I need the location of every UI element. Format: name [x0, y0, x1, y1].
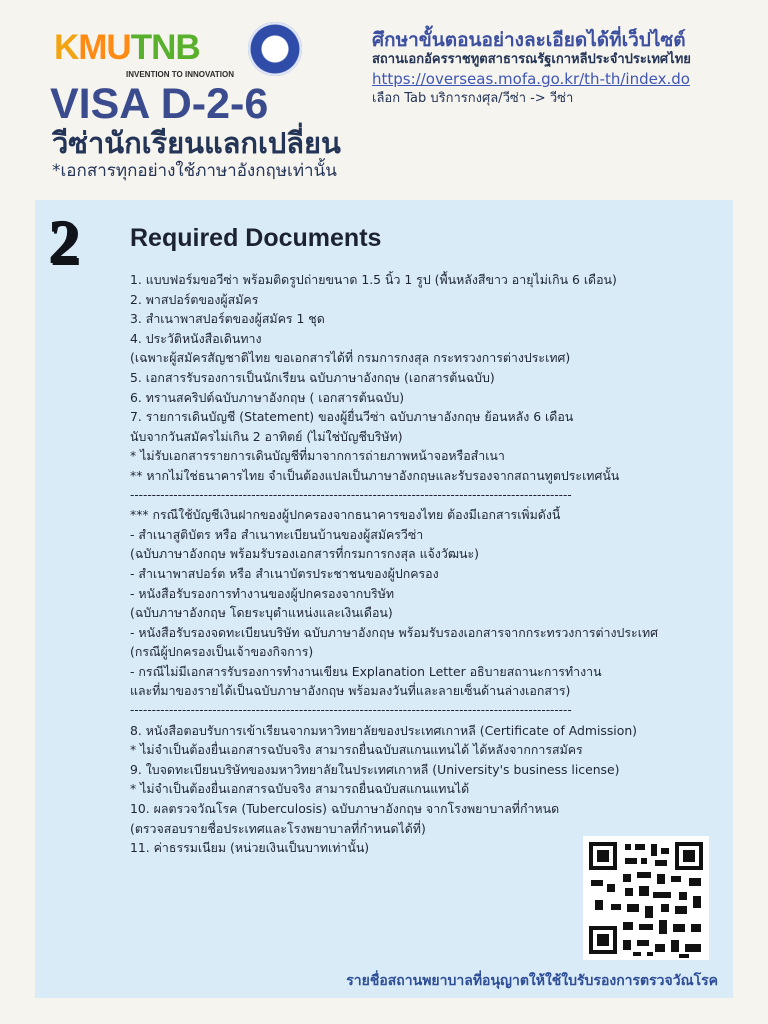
tab-instruction: เลือก Tab บริการกงศุล/วีซ่า -> วีซ่า	[372, 91, 574, 106]
document-line: - สำเนาพาสปอร์ต หรือ สำเนาบัตรประชาชนของผู้ปกครอง	[130, 565, 439, 581]
qr-code-icon[interactable]	[583, 836, 709, 960]
document-line: 1. แบบฟอร์มขอวีซ่า พร้อมติดรูปถ่ายขนาด 1.5 นิ้ว 1 รูป (พื้นหลังสีขาว อายุไม่เกิน 6 เดือน)	[130, 272, 617, 287]
embassy-name: สถานเอกอัครราชทูตสาธารณรัฐเกาหลีประจำประเทศไทย	[372, 52, 691, 67]
document-line: 2. พาสปอร์ตของผู้สมัคร	[130, 291, 259, 307]
logo-text: KMUTNB	[54, 28, 200, 67]
document-line: 5. เอกสารรับรองการเป็นนักเรียน ฉบับภาษาอังกฤษ (เอกสารต้นฉบับ)	[130, 369, 495, 385]
required-documents-list	[130, 270, 700, 858]
document-line: 9. ใบจดทะเบียนบริษัทของมหาวิทยาลัยในประเทศเกาหลี (University's business license)	[130, 761, 620, 777]
thai-visa-title: วีซ่านักเรียนแลกเปลี่ยน	[52, 126, 341, 160]
document-line: - หนังสือรับรองจดทะเบียนบริษัท ฉบับภาษาอังกฤษ พร้อมรับรองเอกสารจากกระทรวงการต่างประเทศ	[130, 624, 658, 640]
document-line: - หนังสือรับรองการทำงานของผู้ปกครองจากบริษัท	[130, 585, 395, 601]
logo-subtitle: INVENTION TO INNOVATION	[126, 70, 235, 79]
document-line: 10. ผลตรวจวัณโรค (Tuberculosis) ฉบับภาษาอังกฤษ จากโรงพยาบาลที่กำหนด	[130, 801, 560, 817]
document-line: 7. รายการเดินบัญชี (Statement) ของผู้ยื่นวีซ่า ฉบับภาษาอังกฤษ ย้อนหลัง 6 เดือน	[130, 409, 574, 425]
section-title: Required Documents	[130, 224, 382, 252]
document-line: - สำเนาสูติบัตร หรือ สำเนาทะเบียนบ้านของผู้สมัครวีซ่า	[130, 526, 424, 542]
university-seal-icon	[248, 22, 302, 76]
document-line: (เฉพาะผู้สมัครสัญชาติไทย ขอเอกสารได้ที่ กรมการกงสุล กระทรวงการต่างประเทศ)	[130, 350, 571, 366]
section-divider: ------------------------------------------------------------------------------------------------------	[130, 487, 572, 502]
document-line: และที่มาของรายได้เป็นฉบับภาษาอังกฤษ พร้อมลงวันที่และลายเซ็นด้านล่างเอกสาร)	[130, 683, 571, 699]
document-line: * ไม่จำเป็นต้องยื่นเอกสารฉบับจริง สามารถยื่นฉบับสแกนแทนได้	[130, 781, 470, 797]
embassy-website-link[interactable]: https://overseas.mofa.go.kr/th-th/index.do	[372, 70, 690, 88]
document-line: * ไม่รับเอกสารรายการเดินบัญชีที่มาจากการถ่ายภาพหน้าจอหรือสำเนา	[130, 448, 505, 464]
kmutnb-logo	[54, 28, 239, 78]
document-line: 6. ทรานสคริปต์ฉบับภาษาอังกฤษ ( เอกสารต้นฉบับ)	[130, 389, 405, 405]
document-line: 4. ประวัติหนังสือเดินทาง	[130, 330, 262, 346]
document-line: (ฉบับภาษาอังกฤษ พร้อมรับรองเอกสารที่กรมการกงสุล แจ้งวัฒนะ)	[130, 546, 479, 562]
document-line: (ตรวจสอบรายชื่อประเทศและโรงพยาบาลที่กำหนดได้ที่)	[130, 820, 426, 836]
document-line: ** หากไม่ใช่ธนาคารไทย จำเป็นต้องแปลเป็นภาษาอังกฤษและรับรองจากสถานทูตประเทศนั้น	[130, 467, 620, 483]
document-line: 8. หนังสือตอบรับการเข้าเรียนจากมหาวิทยาลัยของประเทศเกาหลี (Certificate of Admission)	[130, 722, 638, 738]
document-line: - กรณีไม่มีเอกสารรับรองการทำงานเขียน Explanation Letter อธิบายสถานะการทำงาน	[130, 663, 602, 679]
website-instruction-title: ศึกษาขั้นตอนอย่างละเอียดได้ที่เว็ปไซต์	[372, 29, 686, 51]
document-line: 3. สำเนาพาสปอร์ตของผู้สมัคร 1 ชุด	[130, 311, 325, 327]
document-line: (กรณีผู้ปกครองเป็นเจ้าของกิจการ)	[130, 644, 314, 660]
document-line: 11. ค่าธรรมเนียม (หน่วยเงินเป็นบาทเท่านั้น)	[130, 840, 370, 856]
document-line: * ไม่จำเป็นต้องยื่นเอกสารฉบับจริง สามารถยื่นฉบับสแกนแทนได้ ได้หลังจากการสมัคร	[130, 742, 583, 758]
section-divider: ------------------------------------------------------------------------------------------------------	[130, 703, 572, 718]
english-only-note: *เอกสารทุกอย่างใช้ภาษาอังกฤษเท่านั้น	[52, 161, 337, 181]
section-number: 2	[48, 207, 80, 277]
document-line: นับจากวันสมัครไม่เกิน 2 อาทิตย์ (ไม่ใช่บัญชีบริษัท)	[130, 428, 403, 444]
header	[0, 0, 768, 200]
document-line: (ฉบับภาษาอังกฤษ โดยระบุตำแหน่งและเงินเดือน)	[130, 605, 393, 621]
hospital-list-note: รายชื่อสถานพยาบาลที่อนุญาตให้ใช้ใบรับรองการตรวจวัณโรค	[346, 973, 718, 989]
visa-title: VISA D-2-6	[50, 80, 269, 128]
document-line: *** กรณีใช้บัญชีเงินฝากของผู้ปกครองจากธนาคารของไทย ต้องมีเอกสารเพิ่มดังนี้	[130, 507, 561, 523]
